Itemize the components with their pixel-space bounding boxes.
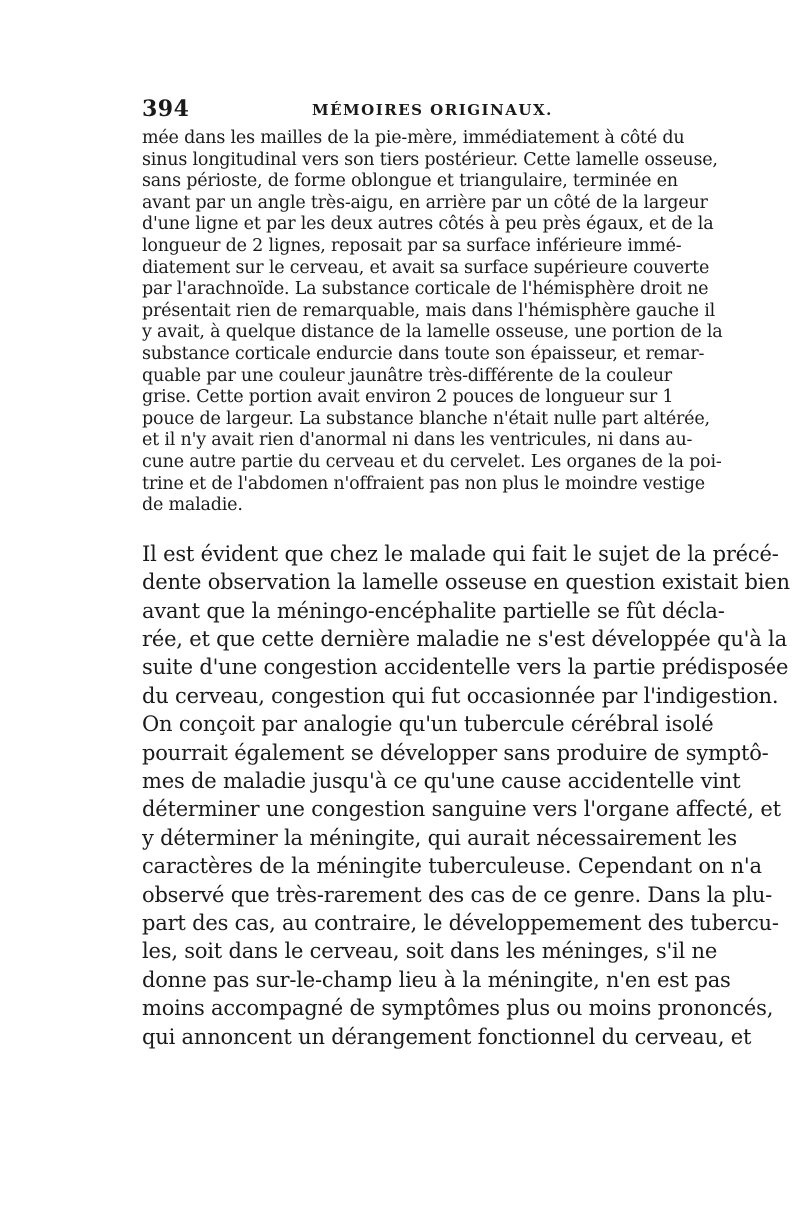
text-line: présentait rien de remarquable, mais dans l'hémisphère gauche il [142,300,715,321]
text-line: sans périoste, de forme oblongue et triangulaire, terminée en [142,171,678,192]
paragraph-continued [142,128,723,517]
text-line: rée, et que cette dernière maladie ne s'est développée qu'à la [142,626,787,651]
text-line: qui annoncent un dérangement fonctionnel du cerveau, et [142,1024,752,1049]
paragraph-commentary [142,540,790,1051]
running-title: MÉMOIRES ORIGINAUX. [312,101,553,119]
text-line: substance corticale endurcie dans toute son épaisseur, et remar- [142,343,705,364]
text-line: d'une ligne et par les deux autres côtés à peu près égaux, et de la [142,214,714,235]
text-line: dente observation la lamelle osseuse en question existait bien [142,570,790,595]
text-line: trine et de l'abdomen n'offraient pas non plus le moindre vestige [142,473,705,494]
text-line: suite d'une congestion accidentelle vers la partie prédisposée [142,655,789,680]
page-number: 394 [142,96,190,122]
text-line: et il n'y avait rien d'anormal ni dans les ventricules, ni dans au- [142,430,693,451]
text-line: pouce de largeur. La substance blanche n'était nulle part altérée, [142,408,710,429]
text-line: pourrait également se développer sans produire de symptô- [142,740,769,765]
text-line: de maladie. [142,495,243,516]
text-line: mes de maladie jusqu'à ce qu'une cause accidentelle vint [142,768,741,793]
text-line: déterminer une congestion sanguine vers l'organe affecté, et [142,797,781,822]
text-line: observé que très-rarement des cas de ce genre. Dans la plu- [142,882,773,907]
text-line: y déterminer la méningite, qui aurait nécessairement les [142,825,737,850]
running-head [142,96,662,128]
text-line: moins accompagné de symptômes plus ou moins prononcés, [142,996,774,1021]
text-line: diatement sur le cerveau, et avait sa surface supérieure couverte [142,257,710,278]
text-line: quable par une couleur jaunâtre très-différente de la couleur [142,365,672,386]
text-line: les, soit dans le cerveau, soit dans les méninges, s'il ne [142,939,718,964]
text-line: caractères de la méningite tuberculeuse. Cependant on n'a [142,854,762,879]
text-line: grise. Cette portion avait environ 2 pouces de longueur sur 1 [142,387,674,408]
text-line: mée dans les mailles de la pie-mère, immédiatement à côté du [142,128,685,148]
text-line: y avait, à quelque distance de la lamelle osseuse, une portion de la [142,322,723,343]
text-line: part des cas, au contraire, le développemement des tubercu- [142,910,779,935]
text-line: du cerveau, congestion qui fut occasionnée par l'indigestion. [142,683,779,708]
text-line: donne pas sur-le-champ lieu à la méningite, n'en est pas [142,967,731,992]
text-line: longueur de 2 lignes, reposait par sa surface inférieure immé- [142,235,682,256]
text-line: sinus longitudinal vers son tiers postérieur. Cette lamelle osseuse, [142,149,718,170]
text-line: cune autre partie du cerveau et du cervelet. Les organes de la poi- [142,451,722,472]
text-line: avant par un angle très-aigu, en arrière par un côté de la largeur [142,192,708,213]
text-line: par l'arachnoïde. La substance corticale de l'hémisphère droit ne [142,279,709,300]
book-page [142,96,790,1051]
text-line: On conçoit par analogie qu'un tubercule cérébral isolé [142,712,714,737]
text-line: Il est évident que chez le malade qui fait le sujet de la précé- [142,541,779,566]
text-line: avant que la méningo-encéphalite partielle se fût décla- [142,598,725,623]
